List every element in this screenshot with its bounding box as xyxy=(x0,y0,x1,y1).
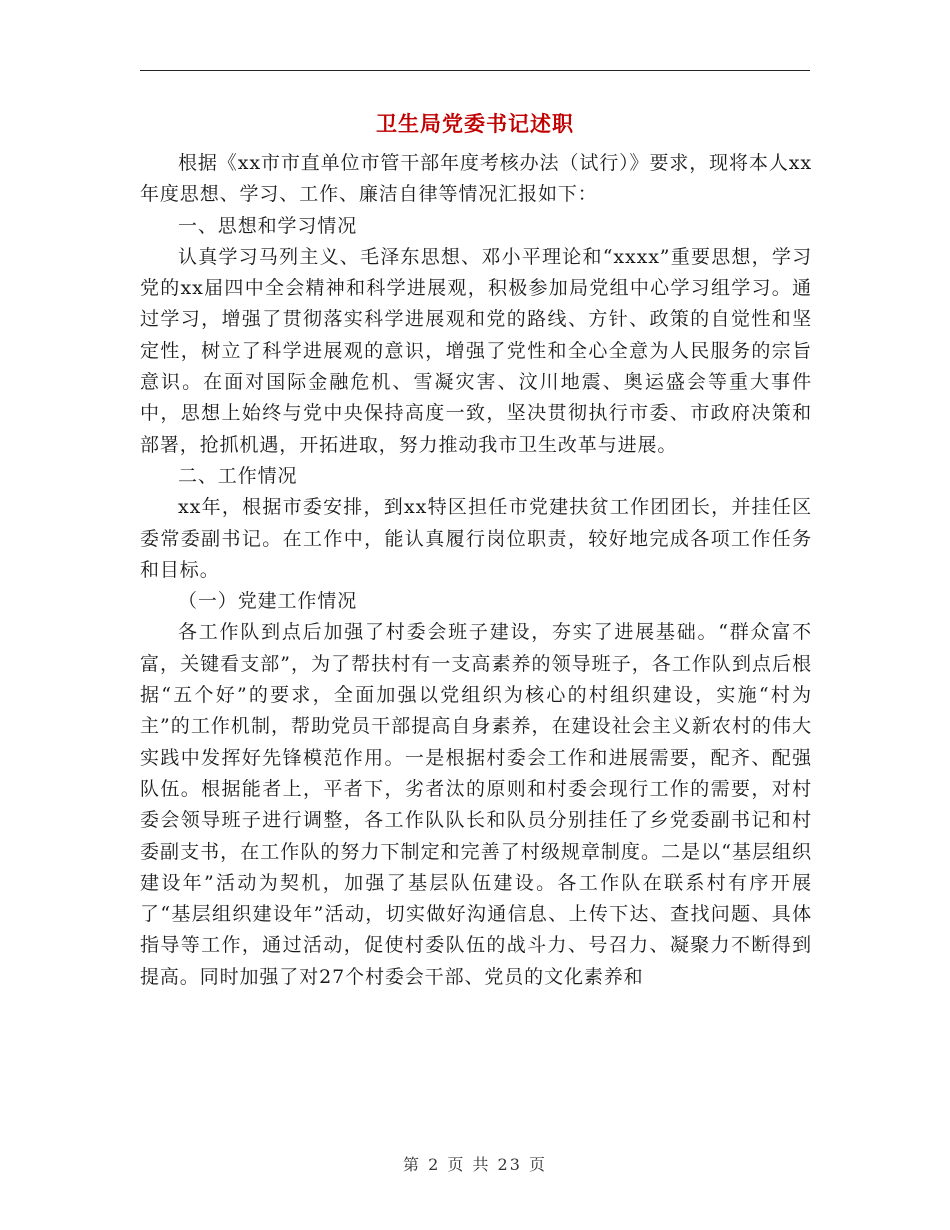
paragraph-party-building: 各工作队到点后加强了村委会班子建设，夯实了进展基础。“群众富不富，关键看支部”，为了帮扶村有一支高素养的领导班子，各工作队到点后根据“五个好”的要求，全面加强以党组织为核心的村组织建设，实施“村为主”的工作机制，帮助党员干部提高自身素养，在建设社会主义新农村的伟大实践中发挥好先锋模范作用。一是根据村委会工作和进展需要，配齐、配强队伍。根据能者上，平者下，劣者汰的原则和村委会现行工作的需要，对村委会领导班子进行调整，各工作队队长和队员分别挂任了乡党委副书记和村委副支书，在工作队的努力下制定和完善了村级规章制度。二是以“基层组织建设年”活动为契机，加强了基层队伍建设。各工作队在联系村有序开展了“基层组织建设年”活动，切实做好沟通信息、上传下达、查找问题、具体指导等工作，通过活动，促使村委队伍的战斗力、号召力、凝聚力不断得到提高。同时加强了对27个村委会干部、党员的文化素养和 xyxy=(140,621,812,988)
paragraph-thought-study: 认真学习马列主义、毛泽东思想、邓小平理论和“xxxx”重要思想，学习党的xx届四中全会精神和科学进展观，积极参加局党组中心学习组学习。通过学习，增强了贯彻落实科学进展观和党的路线、方针、政策的自觉性和坚定性，树立了科学进展观的意识，增强了党性和全心全意为人民服务的宗旨意识。在面对国际金融危机、雪凝灾害、汶川地震、奥运盛会等重大事件中，思想上始终与党中央保持高度一致，坚决贯彻执行市委、市政府决策和部署，抢抓机遇，开拓进取，努力推动我市卫生改革与进展。 xyxy=(140,245,812,456)
document-body xyxy=(140,148,812,993)
subsection-heading-party-building: （一）党建工作情况 xyxy=(178,590,358,613)
header-rule xyxy=(140,70,810,71)
document-title: 卫生局党委书记述职 xyxy=(376,111,574,136)
page-number: 第 2 页 共 23 页 xyxy=(403,1155,547,1174)
section-heading-work: 二、工作情况 xyxy=(178,464,298,487)
paragraph-intro: 根据《xx市市直单位市管干部年度考核办法（试行）》要求，现将本人xx年度思想、学习、工作、廉洁自律等情况汇报如下： xyxy=(140,152,812,206)
paragraph-work-overview: xx年，根据市委安排，到xx特区担任市党建扶贫工作团团长，并挂任区委常委副书记。在工作中，能认真履行岗位职责，较好地完成各项工作任务和目标。 xyxy=(140,496,812,581)
section-heading-thought-study: 一、思想和学习情况 xyxy=(178,214,358,237)
